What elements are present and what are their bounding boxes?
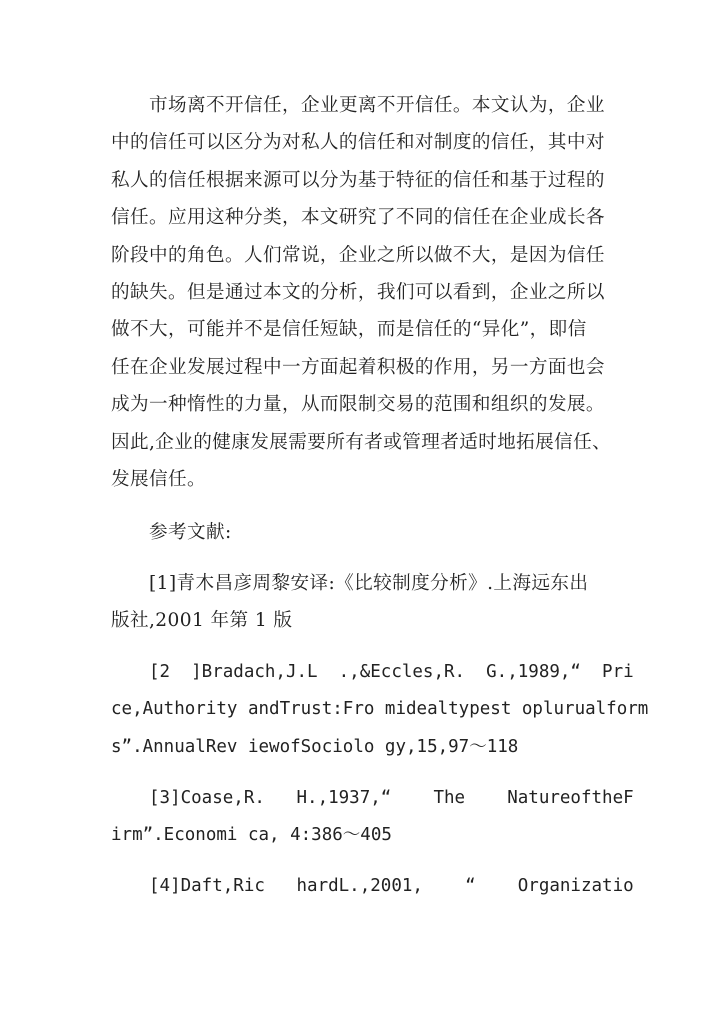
paragraph-line: 阶段中的角色。人们常说，企业之所以做不大，是因为信任 bbox=[111, 245, 605, 266]
paragraph-line: 私人的信任根据来源可以分为基于特征的信任和基于过程的 bbox=[111, 170, 605, 191]
reference-line: [4]Daft,Ric hardL.,2001, “ Organizatio bbox=[149, 876, 634, 896]
reference-line: [1]青木昌彦周黎安译:《比较制度分析》.上海远东出 bbox=[149, 573, 589, 594]
paragraph-line: 做不大，可能并不是信任短缺，而是信任的“异化”，即信 bbox=[111, 319, 587, 340]
reference-line: irm”.Economi ca, 4:386～405 bbox=[111, 825, 392, 845]
reference-line: s”.AnnualRev iewofSociolo gy,15,97～118 bbox=[111, 737, 519, 757]
reference-line: 版社,2001 年第 1 版 bbox=[111, 610, 293, 631]
references-heading: 参考文献: bbox=[149, 522, 232, 543]
paragraph-line: 任在企业发展过程中一方面起着积极的作用，另一方面也会 bbox=[111, 357, 605, 378]
reference-line: [3]Coase,R. H.,1937,“ The NatureoftheF bbox=[149, 788, 634, 808]
reference-line: ce,Authority andTrust:Fro midealtypest oplurualform bbox=[111, 699, 649, 719]
paragraph-line: 的缺失。但是通过本文的分析，我们可以看到，企业之所以 bbox=[111, 282, 605, 303]
paragraph-line: 信任。应用这种分类，本文研究了不同的信任在企业成长各 bbox=[111, 207, 605, 228]
paragraph-line: 市场离不开信任，企业更离不开信任。本文认为，企业 bbox=[149, 95, 605, 116]
paragraph-line: 发展信任。 bbox=[111, 469, 206, 490]
reference-line: [2 ]Bradach,J.L .,&Eccles,R. G.,1989,“ Pri bbox=[149, 662, 634, 682]
paragraph-line: 成为一种惰性的力量，从而限制交易的范围和组织的发展。 bbox=[111, 394, 605, 415]
paragraph-line: 因此,企业的健康发展需要所有者或管理者适时地拓展信任、 bbox=[111, 432, 612, 453]
paragraph-line: 中的信任可以区分为对私人的信任和对制度的信任，其中对 bbox=[111, 132, 605, 153]
